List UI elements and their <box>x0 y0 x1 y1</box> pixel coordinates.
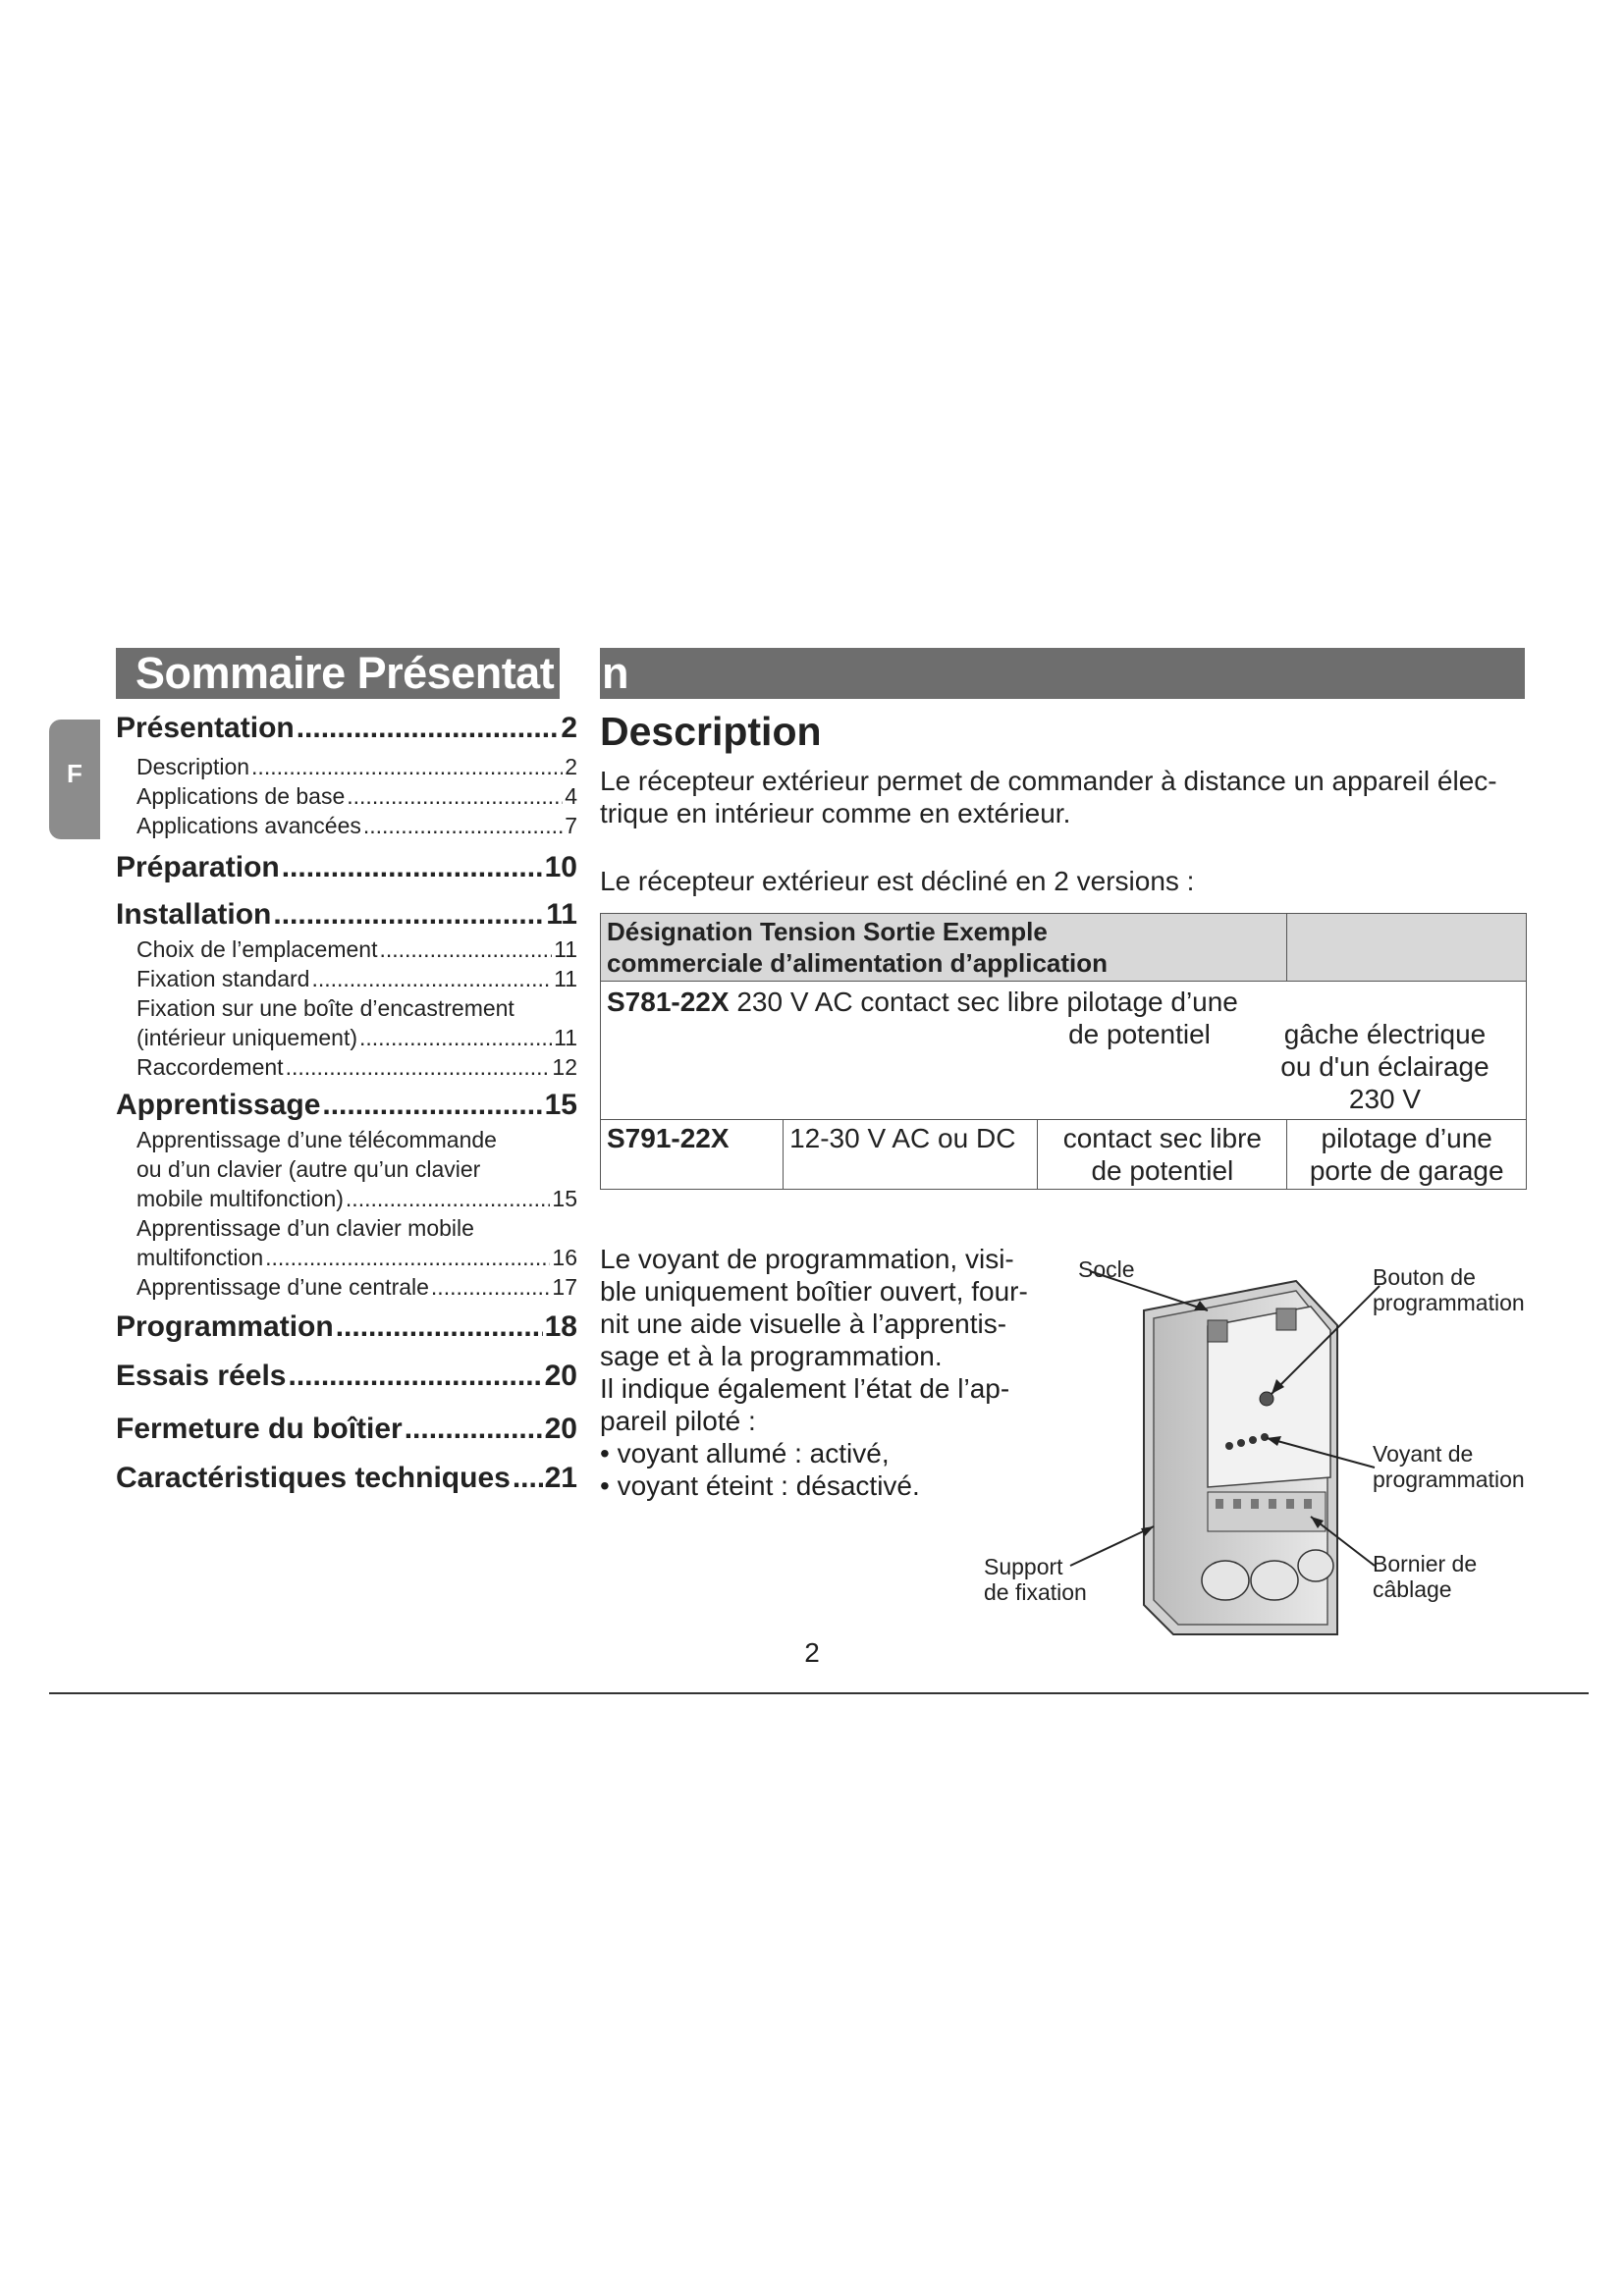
toc-page: 4 <box>565 783 577 809</box>
toc-subentry-choix[interactable] <box>116 934 577 964</box>
toc-leader <box>286 1052 551 1082</box>
toc-entry-apprentissage[interactable] <box>116 1086 577 1125</box>
label-voyant-line-1: Voyant de <box>1373 1441 1474 1467</box>
toc-label: Apprentissage d’une télécommande <box>136 1127 497 1152</box>
row1-exemple-line-3: ou d'un éclairage <box>1280 1051 1489 1082</box>
toc-entry-presentation[interactable] <box>116 709 577 748</box>
toc-entry-fermeture[interactable] <box>116 1410 577 1449</box>
header-title-right: n <box>602 648 628 698</box>
table-header-line-2: commerciale d’alimentation d’application <box>607 948 1109 978</box>
voyant-line-6: pareil piloté : <box>600 1406 756 1436</box>
toc-leader <box>288 1357 542 1396</box>
toc-page: 2 <box>565 754 577 779</box>
toc-leader <box>297 709 560 748</box>
toc-entry-installation[interactable] <box>116 895 577 934</box>
toc-page: 10 <box>544 851 577 883</box>
toc-page: 15 <box>544 1089 577 1121</box>
header-title-left: Sommaire Présentat <box>135 648 555 698</box>
toc-leader <box>273 895 544 934</box>
toc-label: Présentation <box>116 712 295 744</box>
toc-subentry-telecommande-line1[interactable] <box>116 1125 577 1154</box>
toc-label: ou d’un clavier (autre qu’un clavier <box>136 1156 481 1182</box>
toc-leader <box>379 934 552 964</box>
toc-page: 7 <box>565 813 577 838</box>
toc-subentry-description[interactable] <box>116 752 577 781</box>
toc-page: 17 <box>552 1274 577 1300</box>
table-header-cell <box>601 914 1287 982</box>
toc-label: Applications de base <box>136 783 346 809</box>
row1-exemple <box>1250 1018 1520 1115</box>
row2-exemple-line-1: pilotage d’une <box>1321 1123 1492 1153</box>
footer-divider <box>49 1692 1589 1694</box>
toc-leader <box>359 1023 552 1052</box>
toc-label: Préparation <box>116 851 280 883</box>
toc-entry-caracteristiques[interactable] <box>116 1459 577 1498</box>
toc-label: Apprentissage d’un clavier mobile <box>136 1215 474 1241</box>
toc-leader <box>431 1272 550 1302</box>
toc-subentry-fixation[interactable] <box>116 964 577 993</box>
table-row-1-cell <box>601 982 1527 1120</box>
toc-label: Choix de l’emplacement <box>136 936 378 962</box>
description-heading: Description <box>600 709 822 754</box>
toc-label: Programmation <box>116 1310 334 1343</box>
toc-subentry-raccordement[interactable] <box>116 1052 577 1082</box>
row2-sortie-line-1: contact sec libre <box>1062 1123 1263 1153</box>
toc-label: Caractéristiques techniques <box>116 1462 511 1494</box>
toc-leader <box>265 1243 550 1272</box>
row2-exemple <box>1287 1120 1527 1190</box>
label-bouton-line-1: Bouton de <box>1373 1264 1476 1290</box>
voyant-line-1: Le voyant de programmation, visi- <box>600 1244 1014 1274</box>
toc-page: 15 <box>552 1186 577 1211</box>
toc-label: (intérieur uniquement) <box>136 1025 358 1050</box>
toc-label: multifonction <box>136 1245 264 1270</box>
row1-first-line: 230 V AC contact sec libre pilotage d’une <box>729 987 1238 1017</box>
toc-leader <box>346 1184 550 1213</box>
toc-label: mobile multifonction) <box>136 1186 344 1211</box>
toc-label: Essais réels <box>116 1360 287 1392</box>
row1-exemple-line-2: gâche électrique <box>1283 1019 1487 1049</box>
toc-page: 11 <box>546 898 577 931</box>
toc-page: 16 <box>552 1245 577 1270</box>
description-paragraph-2: Le récepteur extérieur est décliné en 2 versions : <box>600 866 1195 896</box>
row1-exemple-line-4: 230 V <box>1348 1084 1422 1114</box>
voyant-line-3: nit une aide visuelle à l’apprentis- <box>600 1308 1007 1339</box>
toc-page: 20 <box>544 1360 577 1392</box>
voyant-bullet-on: • voyant allumé : activé, <box>600 1438 890 1468</box>
voyant-line-4: sage et à la programmation. <box>600 1341 943 1371</box>
table-header-empty-cell <box>1287 914 1527 982</box>
toc-subentry-clavier-line1[interactable] <box>116 1213 577 1243</box>
label-bornier-line-2: câblage <box>1373 1576 1452 1602</box>
toc-leader <box>336 1308 543 1347</box>
toc-subentry-boite-line1[interactable] <box>116 993 577 1023</box>
row1-sortie: de potentiel <box>1068 1019 1211 1049</box>
toc-leader <box>363 811 563 840</box>
row2-exemple-line-2: porte de garage <box>1309 1155 1504 1186</box>
table-of-contents <box>116 709 577 1498</box>
toc-page: 21 <box>544 1462 577 1494</box>
toc-page: 11 <box>554 936 577 962</box>
table-row <box>601 982 1527 1120</box>
toc-subentry-applications-base[interactable] <box>116 781 577 811</box>
table-header-row <box>601 914 1527 982</box>
toc-page: 11 <box>554 1025 577 1050</box>
designation-s791: S791-22X <box>601 1120 784 1190</box>
row2-sortie <box>1038 1120 1287 1190</box>
voyant-bullet-off: • voyant éteint : désactivé. <box>600 1470 920 1501</box>
toc-subentry-telecommande-line2[interactable] <box>116 1154 577 1184</box>
toc-label: Fixation standard <box>136 966 310 991</box>
toc-leader <box>311 964 552 993</box>
toc-entry-programmation[interactable] <box>116 1308 577 1347</box>
toc-subentry-clavier-line2[interactable] <box>116 1243 577 1272</box>
label-support-line-2: de fixation <box>984 1579 1087 1605</box>
label-bouton-line-2: programmation <box>1373 1290 1525 1315</box>
toc-page: 11 <box>554 966 577 991</box>
voyant-line-5: Il indique également l’état de l’ap- <box>600 1373 1010 1404</box>
description-paragraph-1: Le récepteur extérieur permet de commander à distance un appareil élec-trique en intérieur comme en extérieur. <box>600 766 1497 828</box>
toc-label: Apprentissage d’une centrale <box>136 1274 429 1300</box>
toc-label: Applications avancées <box>136 813 361 838</box>
label-voyant-line-2: programmation <box>1373 1467 1525 1492</box>
toc-page: 12 <box>552 1054 577 1080</box>
section-header-bar-right <box>600 648 1525 699</box>
table-header-line-1: Désignation Tension Sortie Exemple <box>607 917 1048 946</box>
designation-s781: S781-22X <box>607 987 730 1017</box>
toc-label: Installation <box>116 898 272 931</box>
toc-subentry-telecommande-line3[interactable] <box>116 1184 577 1213</box>
label-bornier-line-1: Bornier de <box>1373 1551 1478 1576</box>
language-tab: F <box>49 720 100 839</box>
toc-subentry-boite-line2[interactable] <box>116 1023 577 1052</box>
section-header-bar-left <box>116 648 560 699</box>
row2-tension: 12-30 V AC ou DC <box>784 1120 1038 1190</box>
table-row <box>601 1120 1527 1190</box>
voyant-line-2: ble uniquement boîtier ouvert, four- <box>600 1276 1028 1307</box>
toc-page: 18 <box>544 1310 577 1343</box>
toc-leader <box>405 1410 543 1449</box>
toc-leader <box>322 1086 542 1125</box>
toc-leader <box>513 1459 543 1498</box>
page-number: 2 <box>804 1637 820 1668</box>
receiver-figure <box>972 1242 1551 1654</box>
toc-subentry-centrale[interactable] <box>116 1272 577 1302</box>
toc-entry-preparation[interactable] <box>116 848 577 887</box>
label-support-line-1: Support <box>984 1554 1063 1579</box>
row2-sortie-line-2: de potentiel <box>1091 1155 1234 1186</box>
toc-label: Fixation sur une boîte d’encastrement <box>136 995 514 1021</box>
toc-page: 2 <box>561 712 577 744</box>
toc-subentry-applications-avancees[interactable] <box>116 811 577 840</box>
label-socle: Socle <box>1078 1256 1135 1282</box>
toc-label: Fermeture du boîtier <box>116 1413 403 1445</box>
toc-label: Apprentissage <box>116 1089 321 1121</box>
toc-leader <box>347 781 563 811</box>
toc-page: 20 <box>544 1413 577 1445</box>
toc-label: Description <box>136 754 250 779</box>
versions-table <box>600 913 1527 1190</box>
toc-leader <box>251 752 563 781</box>
toc-label: Raccordement <box>136 1054 284 1080</box>
toc-leader <box>282 848 543 887</box>
toc-entry-essais[interactable] <box>116 1357 577 1396</box>
